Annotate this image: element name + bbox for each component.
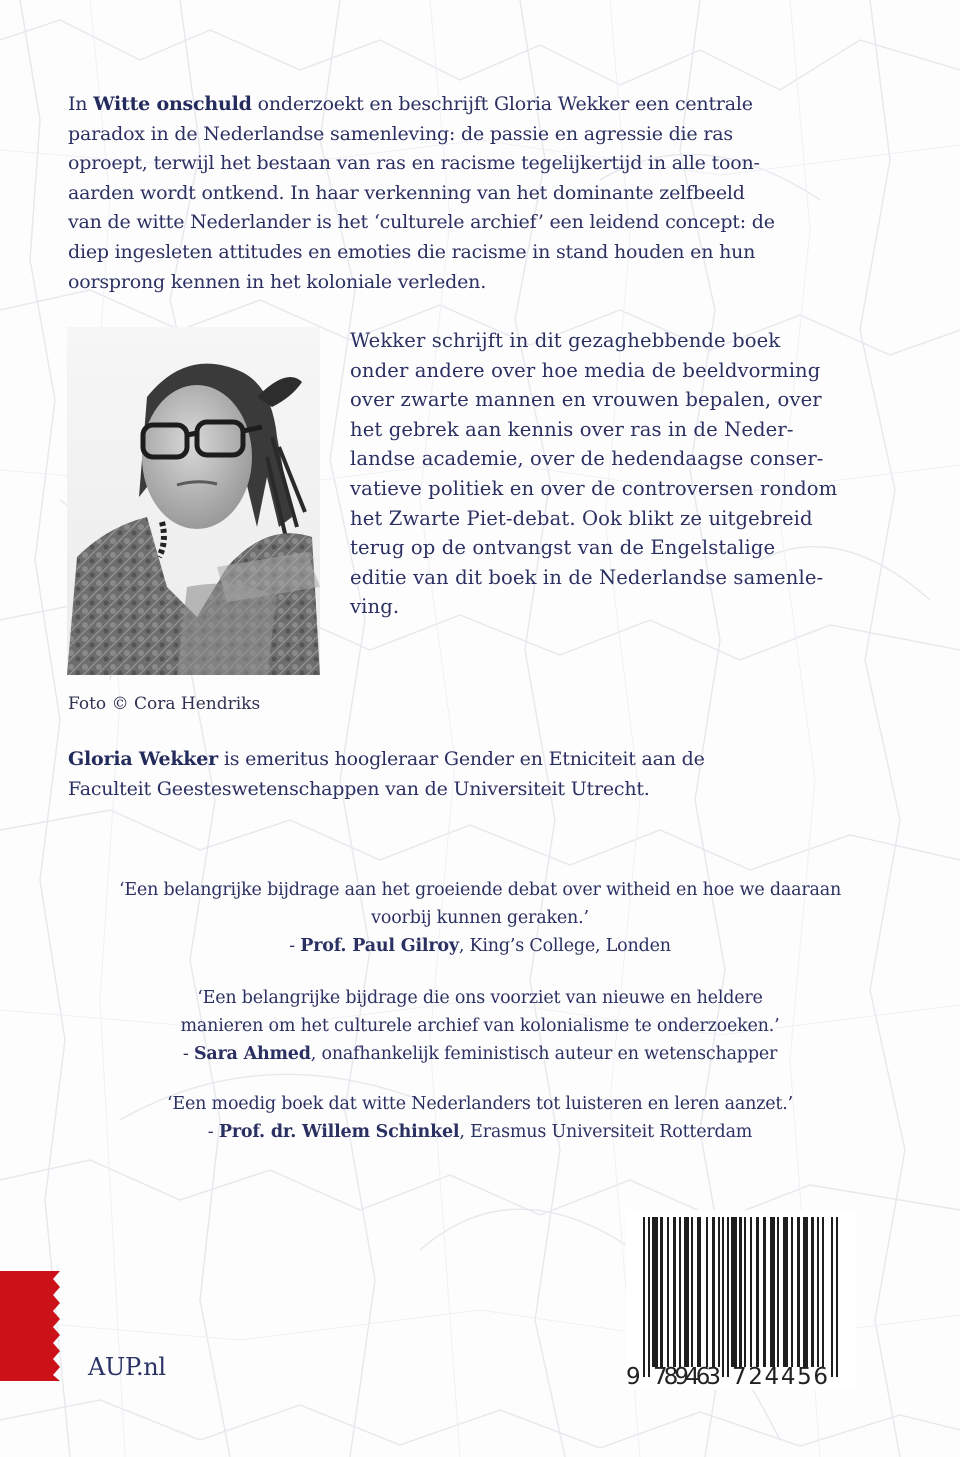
description-line: editie van dit boek in de Nederlandse samenle- bbox=[350, 565, 824, 589]
intro-line-5: van de witte Nederlander is het ‘culturele archief’ een leidend concept: de bbox=[68, 211, 775, 234]
intro-line-7: oorsprong kennen in het koloniale verleden. bbox=[68, 270, 487, 293]
isbn-barcode bbox=[626, 1210, 856, 1390]
intro-line-1: In Witte onschuld onderzoekt en beschrijft Gloria Wekker een centrale bbox=[68, 93, 753, 115]
quote-line: ‘Een belangrijke bijdrage die ons voorziet van nieuwe en heldere bbox=[197, 988, 763, 1008]
quote-attribution: - Sara Ahmed, onafhankelijk feministisch auteur en wetenschapper bbox=[182, 1044, 778, 1064]
photo-credit: Foto © Cora Hendriks bbox=[68, 694, 261, 714]
description-line: onder andere over hoe media de beeldvorming bbox=[350, 358, 821, 382]
publisher-website-link[interactable]: AUP.nl bbox=[88, 1353, 166, 1381]
quote-line: manieren om het culturele archief van kolonialisme te onderzoeken.’ bbox=[180, 1016, 780, 1036]
quote-line: voorbij kunnen geraken.’ bbox=[371, 908, 589, 928]
isbn-left-digits: 789463 bbox=[653, 1364, 721, 1390]
quote-attribution: - Prof. dr. Willem Schinkel, Erasmus Universiteit Rotterdam bbox=[207, 1122, 753, 1142]
quote-author: Sara Ahmed bbox=[193, 1044, 311, 1064]
intro-line-6: diep ingesleten attitudes en emoties die racisme in stand houden en hun bbox=[68, 240, 756, 263]
author-bio bbox=[68, 745, 868, 804]
description-line: terug op de ontvangst van de Engelstalige bbox=[350, 536, 776, 560]
portrait-image bbox=[67, 327, 320, 675]
isbn-right-digits: 724456 bbox=[732, 1364, 828, 1390]
quote-line: ‘Een belangrijke bijdrage aan het groeiende debat over witheid en hoe we daaraan bbox=[118, 880, 842, 900]
description-paragraph bbox=[350, 326, 890, 622]
aup-serrated-red-logo-icon bbox=[0, 1271, 62, 1381]
description-line: ving. bbox=[350, 595, 400, 619]
intro-line-2: paradox in de Nederlandse samenleving: de passie en agressie die ras bbox=[68, 122, 733, 145]
intro-line-3: oproept, terwijl het bestaan van ras en racisme tegelijkertijd in alle toon- bbox=[68, 152, 760, 175]
author-portrait bbox=[67, 327, 320, 675]
book-title: Witte onschuld bbox=[93, 93, 252, 115]
description-line: het Zwarte Piet-debat. Ook blikt ze uitgebreid bbox=[350, 506, 813, 530]
quote-attribution: - Prof. Paul Gilroy, King’s College, Londen bbox=[289, 936, 671, 956]
description-line: vatieve politiek en over de controversen rondom bbox=[350, 476, 838, 500]
description-line: Wekker schrijft in dit gezaghebbende boek bbox=[350, 329, 781, 352]
review-quote bbox=[0, 1090, 960, 1146]
review-quote bbox=[0, 876, 960, 960]
intro-line-4: aarden wordt ontkend. In haar verkenning van het dominante zelfbeeld bbox=[68, 181, 745, 204]
review-quote bbox=[0, 984, 960, 1068]
quote-author: Prof. Paul Gilroy bbox=[300, 936, 459, 956]
quote-line: ‘Een moedig boek dat witte Nederlanders tot luisteren en leren aanzet.’ bbox=[167, 1094, 793, 1114]
quote-author: Prof. dr. Willem Schinkel bbox=[218, 1122, 460, 1142]
bio-line-2: Faculteit Geesteswetenschappen van de Universiteit Utrecht. bbox=[68, 777, 650, 800]
description-line: het gebrek aan kennis over ras in de Neder- bbox=[350, 417, 794, 441]
author-name: Gloria Wekker bbox=[68, 748, 218, 770]
bio-line-1: Gloria Wekker is emeritus hoogleraar Gender en Etniciteit aan de bbox=[68, 748, 705, 770]
description-line: landse academie, over de hedendaagse conser- bbox=[350, 447, 824, 471]
intro-paragraph bbox=[68, 90, 878, 297]
description-line: over zwarte mannen en vrouwen bepalen, over bbox=[350, 388, 822, 412]
isbn-first-digit: 9 bbox=[626, 1364, 641, 1390]
